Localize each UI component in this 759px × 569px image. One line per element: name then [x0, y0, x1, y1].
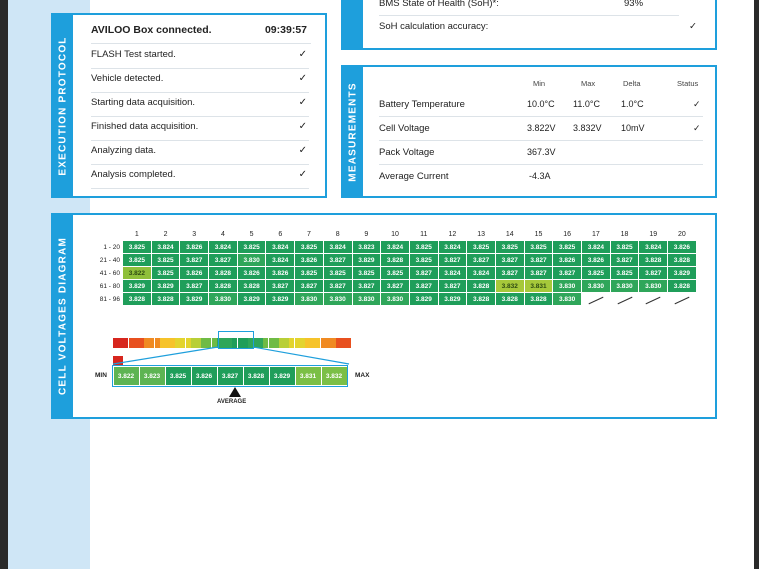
cell-row	[90, 254, 696, 266]
cell-voltage: 3.824	[266, 254, 294, 266]
cell-voltage: 3.825	[381, 267, 409, 279]
cell-voltage: 3.828	[467, 280, 495, 292]
cell-voltage: 3.827	[525, 267, 553, 279]
scale-value: 3.825	[166, 367, 191, 385]
execution-title: EXECUTION PROTOCOL	[57, 35, 69, 176]
cell-voltage: 3.827	[209, 254, 237, 266]
execution-item: Starting data acquisition. ✓	[91, 97, 309, 117]
check-icon: ✓	[298, 145, 307, 156]
empty-cell-dash	[674, 296, 689, 304]
scale-value: 3.827	[218, 367, 243, 385]
cell-voltage: 3.830	[295, 293, 323, 305]
empty-cell-dash	[617, 296, 632, 304]
empty-cell-dash	[646, 296, 661, 304]
cell-voltage: 3.829	[353, 254, 381, 266]
column-header: 15	[534, 230, 543, 238]
column-header: 7	[307, 230, 311, 238]
cell-voltage: 3.829	[123, 280, 151, 292]
execution-item: Analyzing data. ✓	[91, 145, 309, 165]
cell-voltage: 3.829	[238, 293, 266, 305]
row-label: 21 - 40	[99, 256, 120, 264]
cell-voltage: 3.829	[410, 293, 438, 305]
column-header: 19	[649, 230, 658, 238]
colorbar-highlight	[218, 331, 254, 349]
execution-sidebar	[53, 15, 73, 196]
cell-voltage: 3.824	[152, 241, 180, 253]
cell-voltage: 3.825	[238, 241, 266, 253]
cell-voltage: 3.827	[439, 254, 467, 266]
cell-voltage: 3.830	[238, 254, 266, 266]
row-label: 41 - 60	[99, 269, 120, 277]
execution-item: Vehicle detected. ✓	[91, 73, 309, 93]
col-header-delta: Delta	[623, 79, 641, 88]
cell-voltage: 3.830	[611, 280, 639, 292]
cell-voltage: 3.828	[668, 254, 696, 266]
scale-value: 3.822	[114, 367, 139, 385]
execution-header-time: 09:39:57	[264, 24, 307, 36]
col-header-status: Status	[677, 79, 699, 88]
cell-voltage: 3.827	[410, 280, 438, 292]
cell-voltage: 3.826	[238, 267, 266, 279]
colorbar-segment	[346, 338, 351, 348]
cell-voltage: 3.824	[324, 241, 352, 253]
measurements-title: MEASUREMENTS	[347, 81, 359, 182]
column-header: 20	[678, 230, 686, 238]
cell-voltage: 3.830	[639, 280, 667, 292]
cell-voltage: 3.824	[266, 241, 294, 253]
scale-values-row	[112, 365, 348, 387]
cell-voltage: 3.827	[324, 254, 352, 266]
scale-max-label: MAX	[355, 372, 370, 379]
cell-voltage: 3.824	[439, 241, 467, 253]
check-icon: ✓	[693, 123, 701, 133]
check-icon: ✓	[298, 121, 307, 132]
cell-voltage: 3.830	[553, 280, 581, 292]
cell-voltage: 3.824	[381, 241, 409, 253]
column-header: 2	[163, 230, 168, 238]
cell-row	[90, 267, 696, 279]
cell-voltage: 3.823	[353, 241, 381, 253]
cell-voltage: 3.826	[180, 267, 208, 279]
scale-value: 3.826	[192, 367, 217, 385]
cell-voltage: 3.827	[439, 280, 467, 292]
cell-voltage: 3.825	[410, 254, 438, 266]
column-header: 16	[563, 230, 572, 238]
cell-voltage: 3.828	[381, 254, 409, 266]
cell-voltage: 3.827	[266, 280, 294, 292]
cell-voltage: 3.827	[353, 280, 381, 292]
cell-voltage: 3.825	[410, 241, 438, 253]
cell-voltage: 3.827	[496, 254, 524, 266]
cell-voltage: 3.828	[668, 280, 696, 292]
cell-voltage: 3.825	[123, 241, 151, 253]
soh-accuracy-row	[379, 21, 699, 39]
cell-voltage: 3.827	[467, 254, 495, 266]
cell-voltage: 3.828	[496, 293, 524, 305]
cell-voltage: 3.827	[611, 254, 639, 266]
cell-voltage: 3.828	[152, 293, 180, 305]
col-header-min: Min	[533, 79, 546, 88]
cell-voltage: 3.826	[266, 267, 294, 279]
cell-grid	[89, 227, 697, 306]
execution-item: Analysis completed. ✓	[91, 169, 309, 189]
cell-voltage: 3.827	[180, 254, 208, 266]
cell-voltage: 3.825	[582, 267, 610, 279]
cell-voltage: 3.829	[668, 267, 696, 279]
column-header: 10	[391, 230, 399, 238]
cell-voltage: 3.826	[295, 254, 323, 266]
cell-voltage: 3.826	[582, 254, 610, 266]
column-header: 1	[134, 230, 139, 238]
cell-voltage: 3.830	[209, 293, 237, 305]
measurement-row: Cell Voltage 3.822V 3.832V 10mV ✓	[379, 119, 703, 141]
cell-voltage: 3.827	[639, 267, 667, 279]
cell-voltage: 3.827	[180, 280, 208, 292]
bms-soh-label: BMS State of Health (SoH)*:	[379, 0, 499, 9]
cell-voltage: 3.824	[439, 267, 467, 279]
check-icon: ✓	[298, 97, 307, 108]
empty-cell	[582, 293, 610, 305]
cell-voltage: 3.827	[525, 254, 553, 266]
row-label: 61 - 80	[99, 282, 120, 290]
cell-voltage: 3.830	[353, 293, 381, 305]
cell-voltage: 3.827	[496, 267, 524, 279]
column-header: 4	[220, 230, 225, 238]
measurements-sidebar	[343, 67, 363, 196]
check-icon: ✓	[298, 49, 307, 60]
execution-protocol-box	[51, 13, 327, 198]
cell-voltage: 3.825	[467, 241, 495, 253]
cell-voltage: 3.825	[152, 267, 180, 279]
column-header: 12	[448, 230, 457, 238]
column-header: 8	[335, 230, 340, 238]
row-label: 1 - 20	[103, 243, 120, 251]
grid-corner	[90, 228, 122, 240]
empty-cell	[611, 293, 639, 305]
column-header: 9	[364, 230, 369, 238]
average-marker-icon	[229, 387, 241, 397]
row-label: 81 - 96	[99, 295, 120, 303]
column-header: 13	[477, 230, 485, 238]
measurement-row: Pack Voltage 367.3V	[379, 143, 703, 165]
cell-voltage: 3.830	[582, 280, 610, 292]
check-icon: ✓	[298, 73, 307, 84]
scale-value: 3.831	[296, 367, 321, 385]
empty-cell	[639, 293, 667, 305]
col-header-max: Max	[581, 79, 596, 88]
column-header: 5	[249, 230, 254, 238]
cell-voltage: 3.824	[209, 241, 237, 253]
column-header: 6	[278, 230, 283, 238]
soh-sidebar	[343, 0, 363, 48]
check-icon: ✓	[693, 99, 701, 109]
scale-value: 3.832	[322, 367, 347, 385]
cell-voltage: 3.830	[553, 293, 581, 305]
scale-value: 3.829	[270, 367, 295, 385]
column-header: 18	[620, 230, 629, 238]
cell-voltage: 3.828	[238, 280, 266, 292]
cell-voltages-title: CELL VOLTAGES DIAGRAM	[57, 237, 69, 395]
cell-voltage: 3.825	[611, 267, 639, 279]
cell-voltage: 3.829	[152, 280, 180, 292]
cell-voltage: 3.825	[611, 241, 639, 253]
scale-min-label: MIN	[95, 372, 107, 379]
cell-voltage: 3.828	[123, 293, 151, 305]
cell-voltage: 3.826	[668, 241, 696, 253]
bms-soh-value: 93%	[624, 0, 644, 9]
cell-voltage: 3.831	[525, 280, 553, 292]
measurement-row: Average Current -4.3A	[379, 171, 551, 182]
cell-voltage: 3.828	[209, 280, 237, 292]
cell-voltage: 3.827	[553, 267, 581, 279]
cell-voltage: 3.830	[324, 293, 352, 305]
report-page	[8, 0, 754, 569]
cell-voltage: 3.827	[381, 280, 409, 292]
scale-value: 3.823	[140, 367, 165, 385]
cell-voltage: 3.825	[353, 267, 381, 279]
cell-voltage: 3.832	[496, 280, 524, 292]
average-label: AVERAGE	[217, 399, 247, 405]
column-header: 11	[420, 230, 428, 238]
cell-voltage: 3.829	[439, 293, 467, 305]
cell-voltage: 3.826	[553, 254, 581, 266]
cell-voltage: 3.827	[410, 267, 438, 279]
cell-voltage: 3.824	[467, 267, 495, 279]
scale-value: 3.828	[244, 367, 269, 385]
cell-voltage: 3.828	[467, 293, 495, 305]
cell-voltage: 3.824	[582, 241, 610, 253]
cell-row	[90, 241, 696, 253]
cell-row	[90, 293, 696, 305]
bms-soh-row	[379, 0, 679, 16]
cell-voltage: 3.825	[152, 254, 180, 266]
cell-row	[90, 280, 696, 292]
cell-voltage: 3.825	[525, 241, 553, 253]
column-header: 3	[192, 230, 197, 238]
execution-item: Finished data acquisition. ✓	[91, 121, 309, 141]
execution-item: FLASH Test started. ✓	[91, 49, 309, 69]
cell-voltage: 3.828	[525, 293, 553, 305]
cell-voltage: 3.825	[324, 267, 352, 279]
cell-voltage: 3.825	[295, 241, 323, 253]
soh-box	[341, 0, 717, 50]
cell-voltage: 3.829	[266, 293, 294, 305]
cell-voltage: 3.828	[209, 267, 237, 279]
cell-voltage: 3.825	[123, 254, 151, 266]
cell-voltage: 3.830	[381, 293, 409, 305]
cell-voltage: 3.827	[295, 280, 323, 292]
execution-header-row	[91, 24, 311, 44]
check-icon: ✓	[689, 21, 697, 32]
cell-voltage: 3.826	[180, 241, 208, 253]
soh-accuracy-label: SoH calculation accuracy:	[379, 21, 489, 32]
execution-header-label: AVILOO Box connected.	[91, 24, 212, 36]
cell-voltage: 3.827	[324, 280, 352, 292]
cell-voltages-sidebar	[53, 215, 73, 417]
column-header: 17	[591, 230, 600, 238]
cell-voltages-box	[51, 213, 717, 419]
cell-voltage: 3.825	[295, 267, 323, 279]
cell-voltage: 3.822	[123, 267, 151, 279]
measurement-row: Battery Temperature 10.0°C 11.0°C 1.0°C ✓	[379, 95, 703, 117]
check-icon: ✓	[298, 169, 307, 180]
measurements-box	[341, 65, 717, 198]
empty-cell-dash	[588, 296, 603, 304]
cell-voltage: 3.824	[639, 241, 667, 253]
cell-voltage: 3.825	[496, 241, 524, 253]
column-header: 14	[505, 230, 514, 238]
cell-voltage: 3.829	[180, 293, 208, 305]
empty-cell	[668, 293, 696, 305]
cell-voltage: 3.825	[553, 241, 581, 253]
cell-voltage: 3.828	[639, 254, 667, 266]
